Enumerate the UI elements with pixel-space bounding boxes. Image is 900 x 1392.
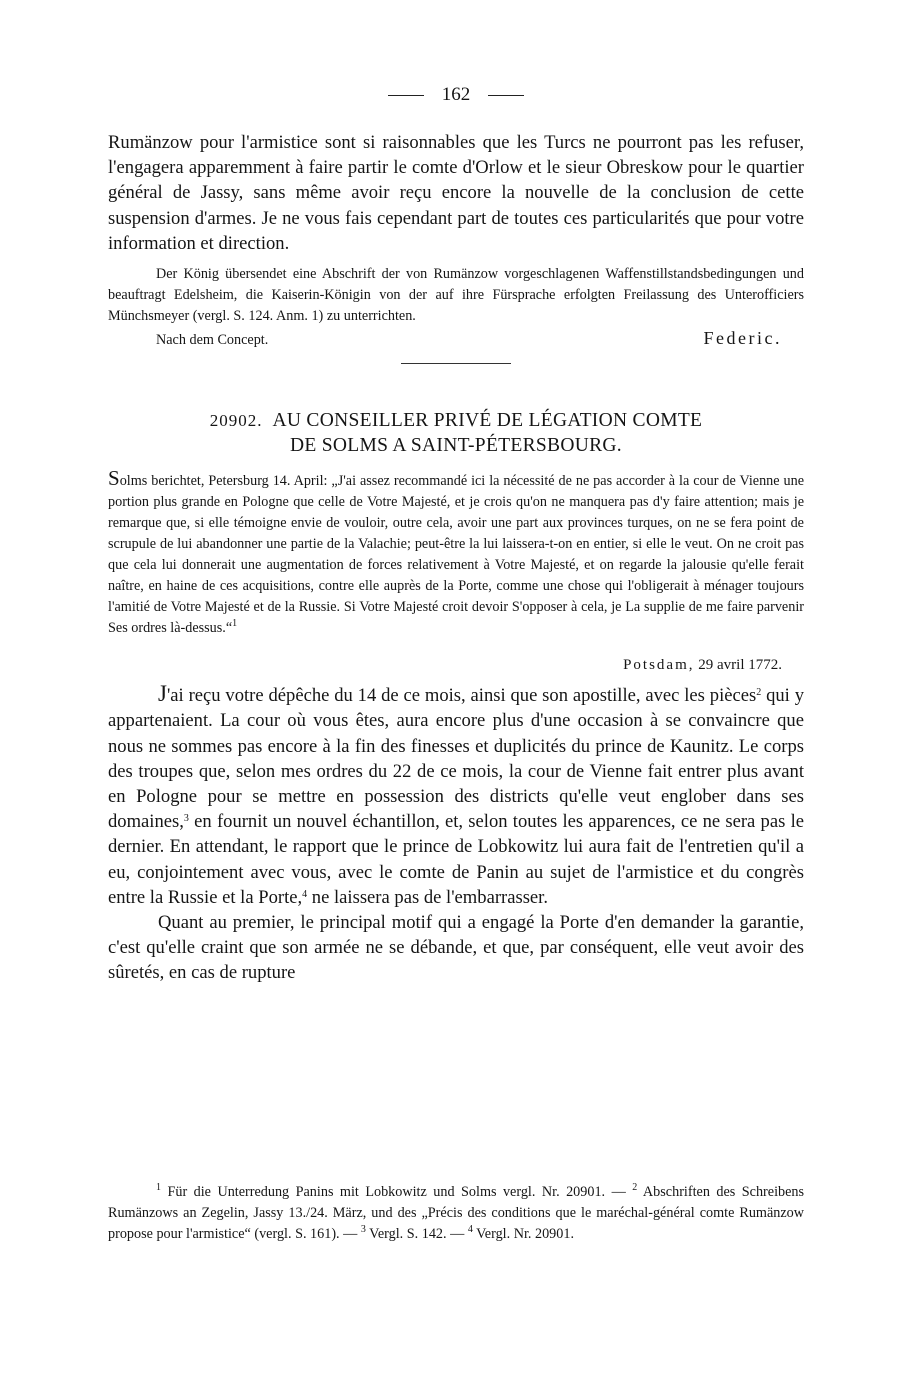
page-body: [108, 82, 804, 986]
letter-body-paragraph-2: Quant au premier, le principal motif qui a engagé la Porte d'en demander la garantie, c'est qu'elle craint que son armée ne se débande, et que, par conséquent, elle veut avoir des sûretés, en cas de rupture: [108, 912, 804, 984]
footnote-text-4: Vergl. Nr. 20901.: [472, 1226, 574, 1242]
editorial-summary: Der König übersendet eine Abschrift der von Rumänzow vorgeschlagenen Waffenstillstandsbedingungen und beauftragt Edelsheim, die Kaiserin-Königin von der auf ihre Fürsprache erfolgten Freilassung des Unterofficiers Münchsmeyer (vergl. S. 124. Anm. 1) zu unterrichten.: [108, 266, 804, 325]
context-initial: S: [108, 466, 120, 491]
footnote-mark-2: 2: [632, 1182, 638, 1193]
footnote-mark-1: 1: [156, 1182, 161, 1193]
letter-heading-line-1: AU CONSEILLER PRIVÉ DE LÉGATION COMTE: [272, 410, 703, 432]
footnote-mark-3: 3: [360, 1224, 366, 1235]
page-number-dash-left: [388, 95, 424, 96]
letter-heading: [108, 408, 804, 458]
letter-number: 20902.: [209, 411, 263, 431]
body-initial: J: [158, 681, 167, 707]
date-place: Potsdam,: [623, 657, 695, 674]
letter-body-paragraph-1: [108, 681, 804, 910]
context-text: olms berichtet, Petersburg 14. April: „J'ai assez recommandé ici la nécessité de ne pas accorder à la cour de Vienne une portion plus grande en Pologne que celle de Votre Majesté, et je crois qu'on ne manquera pas d'y faire attention; mais je remarque que, si elle témoigne envie de vouloir, outre cela, avoir une part aux provinces turques, on ne se fera point de scrupule de lui abandonner une partie de la Valachie; peut-être la lui laissera-t-on en entier, si elle le veut. On ne croit pas que cela lui donnerait une augmentation de forces relativement à Votre Majesté, et on regarde la jalousie qu'elle ferait naître, en haine de ces acquisitions, contre elle auprès de la Porte, comme une chose qui l'obligerait à ménager toujours l'amitié de Votre Majesté et de la Russie. Si Votre Majesté croit devoir S'opposer à cela, je La supplie de me faire parvenir Ses ordres là-dessus.“: [108, 473, 804, 637]
footnotes: [108, 1182, 804, 1245]
page-number-line: [108, 82, 804, 108]
dateline: [108, 653, 782, 677]
footnote-text-3: Vergl. S. 142. —: [365, 1226, 465, 1242]
footnote-text-2: Abschriften des Schreibens Rumänzows an Zegelin, Jassy 13./24. März, und des „Précis des conditions que le maréchal-général comte Rumänzow propose pour l'armistice“ (vergl. S. 161). —: [108, 1184, 805, 1242]
footnote-block: [108, 1182, 804, 1245]
signature: Federic.: [703, 328, 782, 349]
footnote-ref-1: 1: [232, 618, 238, 630]
footnote-mark-4: 4: [467, 1224, 473, 1235]
body-p1-part-c: en fournit un nouvel échantillon, et, selon toutes les apparences, ce ne sera pas le dernier. En attendant, le rapport que le prince de Lobkowitz lui aura fait de l'entretien qu'il a eu, conjointement avec vous, avec le comte de Panin au sujet de l'armistice et du congrès entre la Russie et la Porte,: [108, 811, 804, 908]
body-p1-part-a: 'ai reçu votre dépêche du 14 de ce mois, ainsi que son apostille, avec les pièces: [166, 685, 757, 707]
footnote-text-1: Für die Unterredung Panins mit Lobkowitz und Solms vergl. Nr. 20901. —: [161, 1184, 626, 1200]
body-p1-part-b: qui y appartenaient. La cour où vous êtes, aura encore plus d'une occasion à se convaincre que nous ne sommes pas encore à la fin des finesses et duplicités du prince de Kaunitz. Le corps des troupes que, selon mes ordres du 22 de ce mois, la cour de Vienne fait entrer plus avant en Pologne pour se mettre en possession des districts qu'elle veut englober dans ses domaines,: [108, 685, 804, 833]
intro-paragraph: Rumänzow pour l'armistice sont si raisonnables que les Turcs ne pourront pas les refuser, l'engagera apparemment à faire partir le comte d'Orlow et le sieur Obreskow pour le quartier général de Jassy, sans même avoir reçu encore la nouvelle de la conclusion de cette suspension d'armes. Je ne vous fais cependant part de toutes ces particularités que pour votre information et direction.: [108, 132, 804, 254]
date-text: 29 avril 1772.: [698, 657, 782, 674]
footnote-ref-4: 4: [302, 888, 308, 900]
body-p1-part-d: ne laissera pas de l'embarrasser.: [307, 886, 548, 908]
source-line: [108, 327, 804, 351]
section-divider: [401, 363, 511, 364]
source-note: Nach dem Concept.: [156, 332, 269, 349]
footnote-ref-2: 2: [756, 687, 762, 699]
footnote-ref-3: 3: [183, 813, 189, 825]
letter-context: [108, 468, 804, 639]
page-number-dash-right: [488, 95, 524, 96]
letter-heading-line-2: DE SOLMS A SAINT-PÉTERSBOURG.: [290, 435, 622, 457]
page-number: 162: [441, 84, 471, 105]
